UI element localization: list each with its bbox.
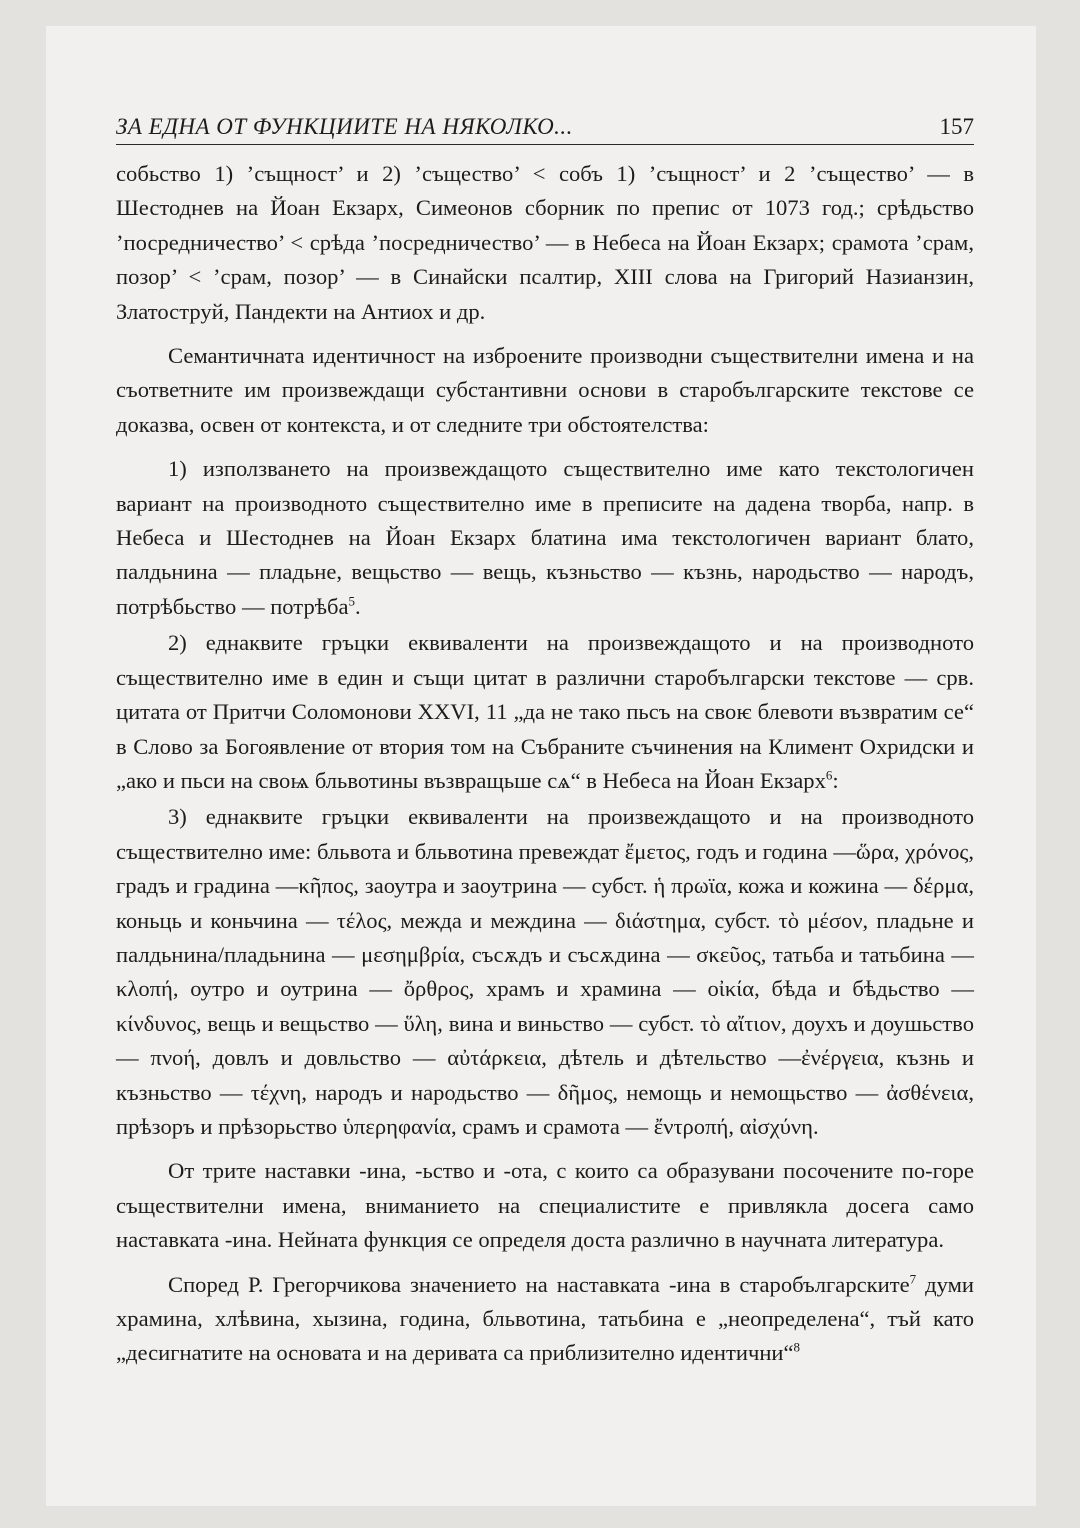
page-number: 157: [939, 114, 974, 139]
running-header: [116, 114, 974, 145]
paragraph-6: От трите наставки -ина, -ьство и -ота, с които са образувани посочените по-горе съществителни имена, вниманието на специалистите е привлякла досега само наставката -ина. Нейната функция се определя доста различно в научната литература.: [116, 1158, 974, 1253]
paragraph-2: Семантичната идентичност на изброените производни съществителни имена и на съответните им произвеждащи субстантивни основи в старобългарските текстове се доказва, освен от контекста, и от следните три обстоятелства:: [116, 343, 974, 437]
body-text: [116, 157, 974, 1371]
running-title: ЗА ЕДНА ОТ ФУНКЦИИТЕ НА НЯКОЛКО...: [116, 114, 573, 139]
footnote-ref-7: 7: [909, 1271, 917, 1287]
footnote-ref-8: 8: [793, 1339, 801, 1355]
paragraph-3: 1) използването на произвеждащото съществително име като текстологичен вариант на производното съществително име в преписите на дадена творба, напр. в Небеса и Шестоднев на Йоан Екзарх блатина има текстологичен вариант блато, палдьнина — пладьне, вещьство — вещь, къзньство — къзнь, народьство — народъ, потрѣбьство — потрѣба$^5$.: [116, 456, 974, 619]
paragraph-1: собьство 1) ’същност’ и 2) ’същество’ < собъ 1) ’същност’ и 2 ’същество’ — в Шестоднев на Йоан Екзарх, Симеонов сборник по препис от 1073 год.; срѣдьство ’посредничество’ < срѣда ’посредничество’ — в Небеса на Йоан Екзарх; срамота ’срам, позор’ < ’срам, позор’ — в Синайски псалтир, XIII слова на Григорий Назианзин, Златоструй, Пандекти на Антиох и др.: [116, 161, 974, 324]
paragraph-5: 3) еднаквите гръцки еквиваленти на произвеждащото и на производното съществително име: бльвота и бльвотина превеждат ἔμετος, годъ и година —ὥρα, χρόνος, градъ и градина —κῆπος, заоутра и заоутрина — субст. ἡ πρωϊα, кожа и кожина — δέρμα, коньць и коньчина — τέλος, межда и междина — διάστημα, субст. τὸ μέσον, пладьне и палдьнина/пладьнина — μεσημβρία, съсѫдъ и съсѫдина — σκεῦος, татьба и татьбина —κλοπή, оутро и оутрина — ὄρθρος, храмъ и храмина — οἰκία, бѣда и бѣдьство — κίνδυνος, вещь и вещьство — ὕλη, вина и виньство — субст. τὸ αἴτιον, доухъ и доушьство — πνοή, довлъ и довльство — αὐτάρκεια, дѣтель и дѣтельство —ἐνέργεια, къзнь и къзньство — τέχνη, народъ и народьство — δῆμος, немощь и немощьство — ἀσθένεια, прѣзоръ и прѣзорьство ὑπερηφανία, срамъ и срамота — ἔντροπή, αἰσχύνη.: [116, 804, 974, 1139]
footnote-ref-6: 6: [825, 767, 833, 783]
book-page: [46, 26, 1036, 1506]
paragraph-7: Според Р. Грегорчикова значението на наставката -ина в старобългарските$^7$ думи храмина, хлѣвина, хызина, година, бльвотина, татьбина е „неопределена“, тъй като „десигнатите на основата и на деривата са приблизително идентични“$^8$: [116, 1271, 974, 1366]
footnote-ref-5: 5: [348, 593, 356, 609]
paragraph-4: 2) еднаквите гръцки еквиваленти на произвеждащото и на производното съществително име в един и същи цитат в различни старобългарски текстове — срв. цитата от Притчи Соломонови XXVI, 11 „да не тако пьсъ на своѥ блевоти възвратим се“ в Слово за Богоявление от втория том на Събраните съчинения на Климент Охридски и „ако и пьси на своѩ бльвотины възвращьше сѧ“ в Небеса на Йоан Екзарх$^6$:: [116, 630, 974, 793]
page-content: [116, 114, 974, 1381]
